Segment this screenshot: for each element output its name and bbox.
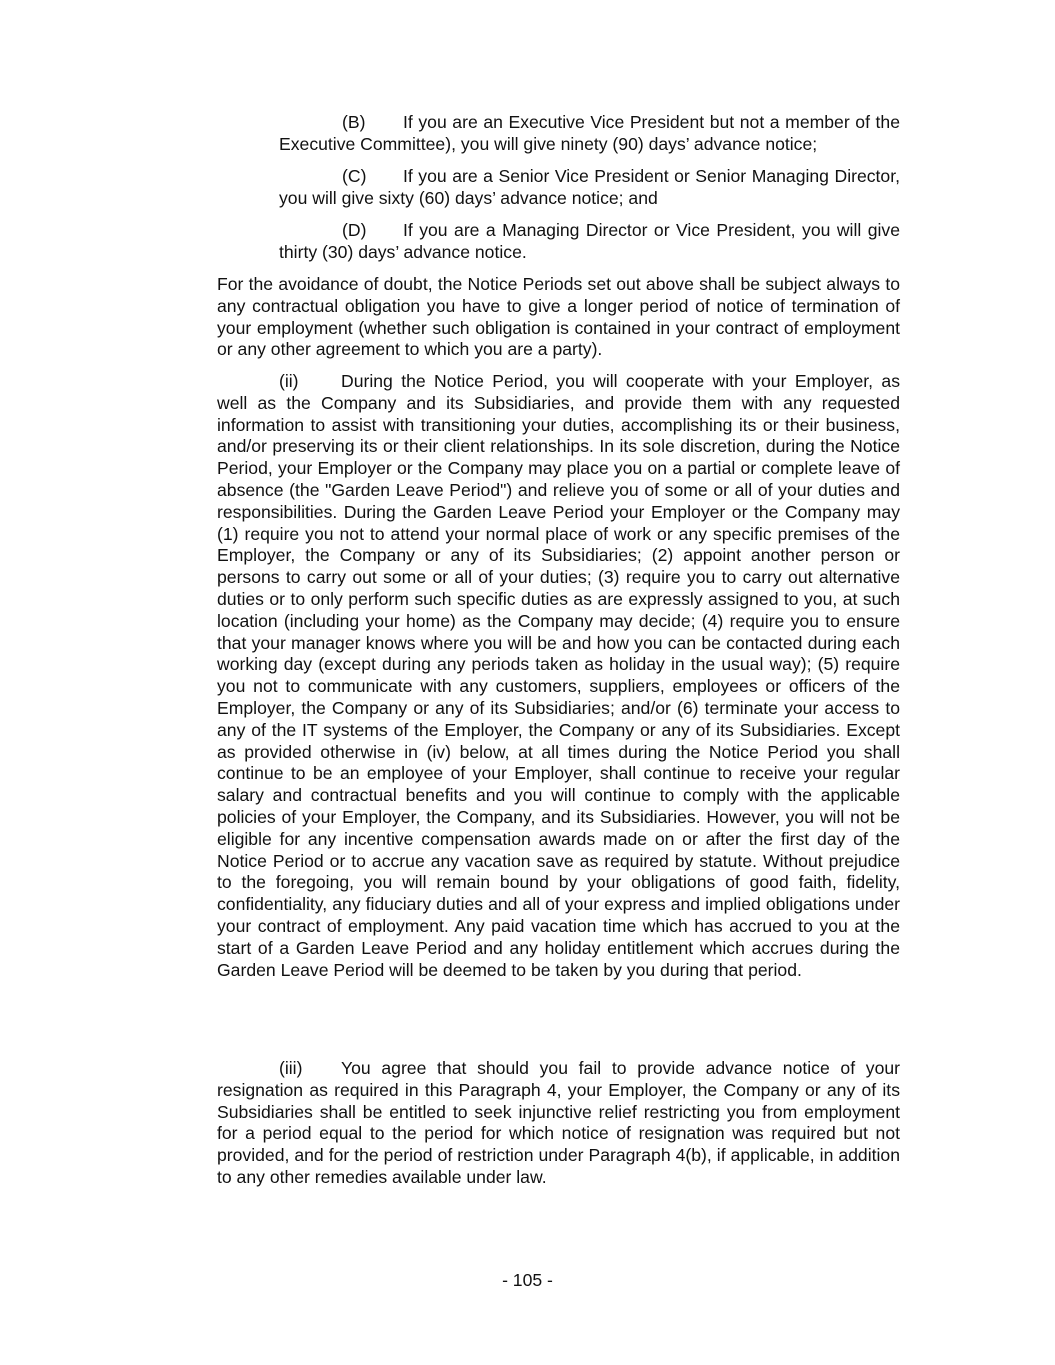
clause-label: (C)	[342, 166, 367, 186]
clause-c	[279, 166, 900, 210]
clause-iii	[217, 1058, 900, 1189]
clause-text: You agree that should you fail to provide advance notice of your resignation as required in this Paragraph 4, your Employer, the Company or any of its Subsidiaries shall be entitled to seek injunctive relief restricting you from employment for a period equal to the period for which notice of resignation was required but not provided, and for the period of restriction under Paragraph 4(b), if applicable, in addition to any other remedies available under law.	[217, 1058, 900, 1187]
clause-label: (B)	[342, 112, 366, 132]
page-number: - 105 -	[502, 1270, 553, 1290]
avoidance-of-doubt-paragraph	[217, 274, 900, 361]
clause-d	[279, 220, 900, 264]
clause-label: (D)	[342, 220, 367, 240]
clause-label: (iii)	[279, 1058, 303, 1078]
clause-label: (ii)	[279, 371, 299, 391]
paragraph-text: For the avoidance of doubt, the Notice Periods set out above shall be subject always to any contractual obligation you have to give a longer period of notice of termination of your employment (whether such obligation is contained in your contract of employment or any other agreement to which you are a party).	[217, 274, 900, 360]
clause-text: If you are a Senior Vice President or Senior Managing Director, you will give sixty (60) days’ advance notice; and	[279, 166, 900, 208]
clause-b	[279, 112, 900, 156]
clause-text: If you are a Managing Director or Vice President, you will give thirty (30) days’ advance notice.	[279, 220, 900, 262]
clause-text: During the Notice Period, you will cooperate with your Employer, as well as the Company and its Subsidiaries, and provide them with any requested information to assist with transitioning your duties, accomplishing its or their business, and/or preserving its or their client relationships. In its sole discretion, during the Notice Period, your Employer or the Company may place you on a partial or complete leave of absence (the "Garden Leave Period") and relieve you of some or all of your duties and responsibilities. During the Garden Leave Period your Employer or the Company may (1) require you not to attend your normal place of work or any specific premises of the Employer, the Company or any of its Subsidiaries; (2) appoint another person or persons to carry out some or all of your duties; (3) require you to carry out alternative duties or to only perform such specific duties as are expressly assigned to you, at such location (including your home) as the Company may decide; (4) require you to ensure that your manager knows where you will be and how you can be contacted during each working day (except during any periods taken as holiday in the usual way); (5) require you not to communicate with any customers, suppliers, employees or officers of the Employer, the Company or any of its Subsidiaries; and/or (6) terminate your access to any of the IT systems of the Employer, the Company or any of its Subsidiaries. Except as provided otherwise in (iv) below, at all times during the Notice Period you shall continue to be an employee of your Employer, shall continue to receive your regular salary and contractual benefits and you will continue to comply with the applicable policies of your Employer, the Company, and its Subsidiaries. However, you will not be eligible for any incentive compensation awards made on or after the first day of the Notice Period or to accrue any vacation save as required by statute. Without prejudice to the foregoing, you will remain bound by your obligations of good faith, fidelity, confidentiality, any fiduciary duties and all of your express and implied obligations under your contract of employment. Any paid vacation time which has accrued to you at the start of a Garden Leave Period and any holiday entitlement which accrues during the Garden Leave Period will be deemed to be taken by you during that period.	[217, 371, 900, 980]
clause-ii	[217, 371, 900, 981]
clause-text: If you are an Executive Vice President but not a member of the Executive Committee), you will give ninety (90) days’ advance notice;	[279, 112, 900, 154]
